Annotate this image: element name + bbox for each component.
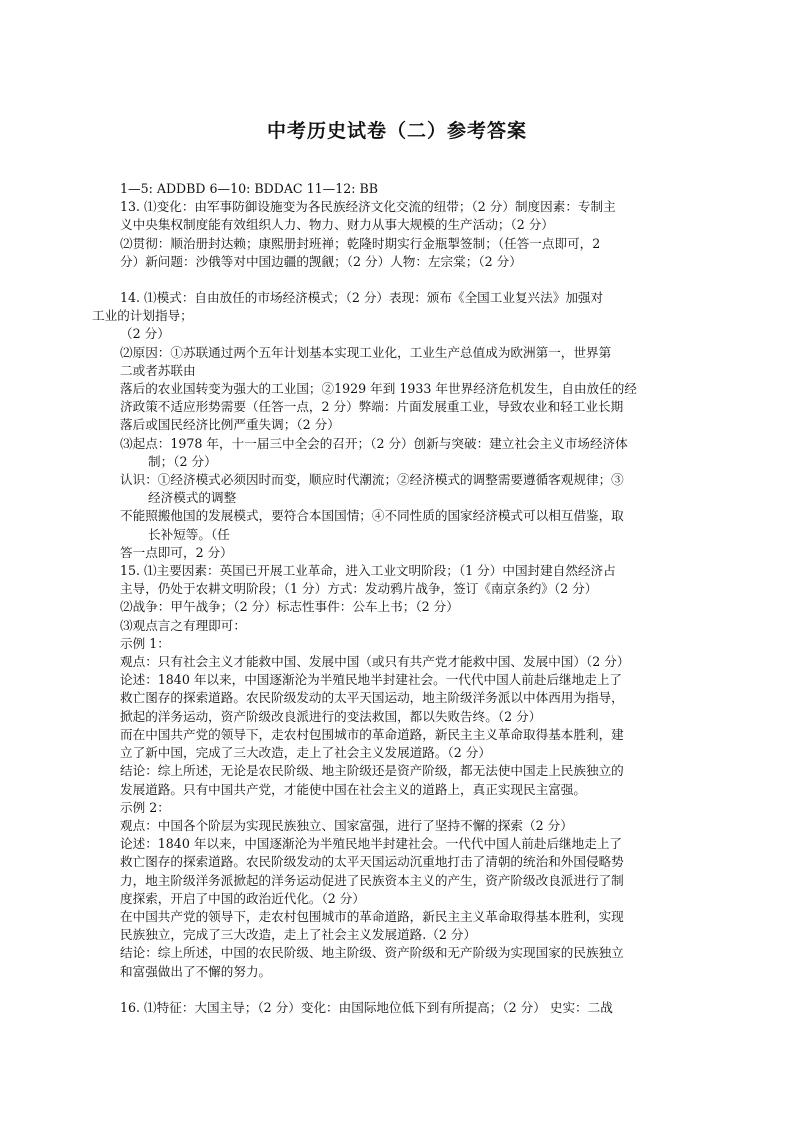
answer-line: ⑶起点：1978 年，十一届三中全会的召开；（2 分）创新与突破：建立社会主义市场经济体 (120, 435, 628, 451)
answer-line: 度探索，开启了中国的政治近代化。（2 分） (120, 890, 365, 906)
answer-line: 长补短等。（任 (148, 526, 230, 542)
answer-line: 不能照搬他国的发展模式，要符合本国国情；④不同性质的国家经济模式可以相互借鉴，取 (120, 508, 624, 524)
answer-line: 论述：1840 年以来，中国逐渐沦为半殖民地半封建社会。一代代中国人前赴后继地走上了 (120, 672, 623, 688)
answer-line: 二或者苏联由 (120, 362, 196, 378)
answer-line: ⑶观点言之有理即可： (120, 617, 246, 633)
answer-line: 示例 2： (120, 799, 170, 815)
spacer (0, 981, 794, 999)
answer-line: 观点：中国各个阶层为实现民族独立、国家富强，进行了坚持不懈的探索（2 分） (120, 817, 573, 833)
answer-line: 答一点即可，2 分） (120, 544, 233, 560)
answer-line: 救亡图存的探索道路。农民阶级发动的太平天国运动沉重地打击了清朝的统治和外国侵略势 (120, 854, 624, 870)
answer-line: 论述：1840 年以来，中国逐渐沦为半殖民地半封建社会。一代代中国人前赴后继地走上了 (120, 836, 623, 852)
answer-line: 落后或国民经济比例严重失调；（2 分） (120, 417, 340, 433)
answer-line: 15. ⑴主要因素：英国已开展工业革命，进入工业文明阶段；（1 分）中国封建自然经济占 (120, 563, 616, 579)
answer-line: 落后的农业国转变为强大的工业国；②1929 年到 1933 年世界经济危机发生，自由放任的经 (120, 381, 637, 397)
answer-line: 掀起的洋务运动，资产阶级改良派进行的变法救国，都以失败告终。（2 分） (120, 708, 542, 724)
answer-line: 主导，仍处于农耕文明阶段；（1 分）方式：发动鸦片战争，签订《南京条约》（2 分） (120, 581, 598, 597)
answer-line: 工业的计划指导； (92, 308, 193, 324)
answer-line: 发展道路。只有中国共产党，才能使中国在社会主义的道路上，真正实现民主富强。 (120, 781, 586, 797)
answer-line: 13. ⑴变化：由军事防御设施变为各民族经济文化交流的纽带；（2 分）制度因素：专制主 (120, 199, 616, 215)
answer-content (0, 180, 794, 1017)
answer-line: 济政策不适应形势需要（任答一点，2 分）弊端：片面发展重工业，导致农业和轻工业长期 (120, 399, 624, 415)
answer-line: 制；（2 分） (148, 453, 217, 469)
answer-line: 结论：综上所述，无论是农民阶级、地主阶级还是资产阶级，都无法使中国走上民族独立的 (120, 763, 624, 779)
answer-line: 民族独立，完成了三大改造，走上了社会主义发展道路.（2 分） (120, 927, 477, 943)
answer-line: 力，地主阶级洋务派掀起的洋务运动促进了民族资本主义的产生，资产阶级改良派进行了制 (120, 872, 624, 888)
answer-line: 示例 1： (120, 635, 170, 651)
spacer (0, 271, 794, 289)
answer-line: 救亡图存的探索道路。农民阶级发动的太平天国运动，地主阶级洋务派以中体西用为指导， (120, 690, 624, 706)
answer-line: ⑵战争：甲午战争；（2 分）标志性事件：公车上书；（2 分） (120, 599, 459, 615)
answer-line: 14. ⑴模式：自由放任的市场经济模式；（2 分）表现：颁布《全国工业复兴法》加强对 (120, 290, 604, 306)
answer-line: ⑵原因：①苏联通过两个五年计划基本实现工业化，工业生产总值成为欧洲第一，世界第 (120, 344, 612, 360)
answer-line: 认识：①经济模式必须因时而变，顺应时代潮流；②经济模式的调整需要遵循客观规律；③ (120, 472, 624, 488)
answer-line: 16. ⑴特征：大国主导；（2 分）变化：由国际地位低下到有所提高；（2 分） 史实：二战 (120, 999, 613, 1015)
answer-line: （2 分） (120, 326, 170, 342)
answer-line: 而在中国共产党的领导下，走农村包围城市的革命道路，新民主主义革命取得基本胜利，建 (120, 726, 624, 742)
answer-line: 经济模式的调整 (148, 490, 237, 506)
answer-line: 结论：综上所述，中国的农民阶级、地主阶级、资产阶级和无产阶级为实现国家的民族独立 (120, 945, 624, 961)
answer-line: 义中央集权制度能有效组织人力、物力、财力从事大规模的生产活动；（2 分） (120, 217, 554, 233)
answer-line: 和富强做出了不懈的努力。 (120, 963, 272, 979)
answer-line: 立了新中国，完成了三大改造，走上了社会主义发展道路。（2 分） (120, 745, 491, 761)
answer-line: ⑵贯彻：顺治册封达赖；康熙册封班禅；乾隆时期实行金瓶掣签制；（任答一点即可，2 (120, 235, 601, 251)
answer-line: 分）新问题：沙俄等对中国边疆的觊觎；（2 分）人物：左宗棠；（2 分） (120, 253, 522, 269)
answer-line: 1—5: ADDBD 6—10: BDDAC 11—12: BB (120, 181, 378, 196)
answer-line: 在中国共产党的领导下，走农村包围城市的革命道路，新民主主义革命取得基本胜利，实现 (120, 908, 624, 924)
answer-line: 观点：只有社会主义才能救中国、发展中国（或只有共产党才能救中国、发展中国）（2 分） (120, 654, 630, 670)
page-title: 中考历史试卷（二）参考答案 (266, 120, 527, 142)
